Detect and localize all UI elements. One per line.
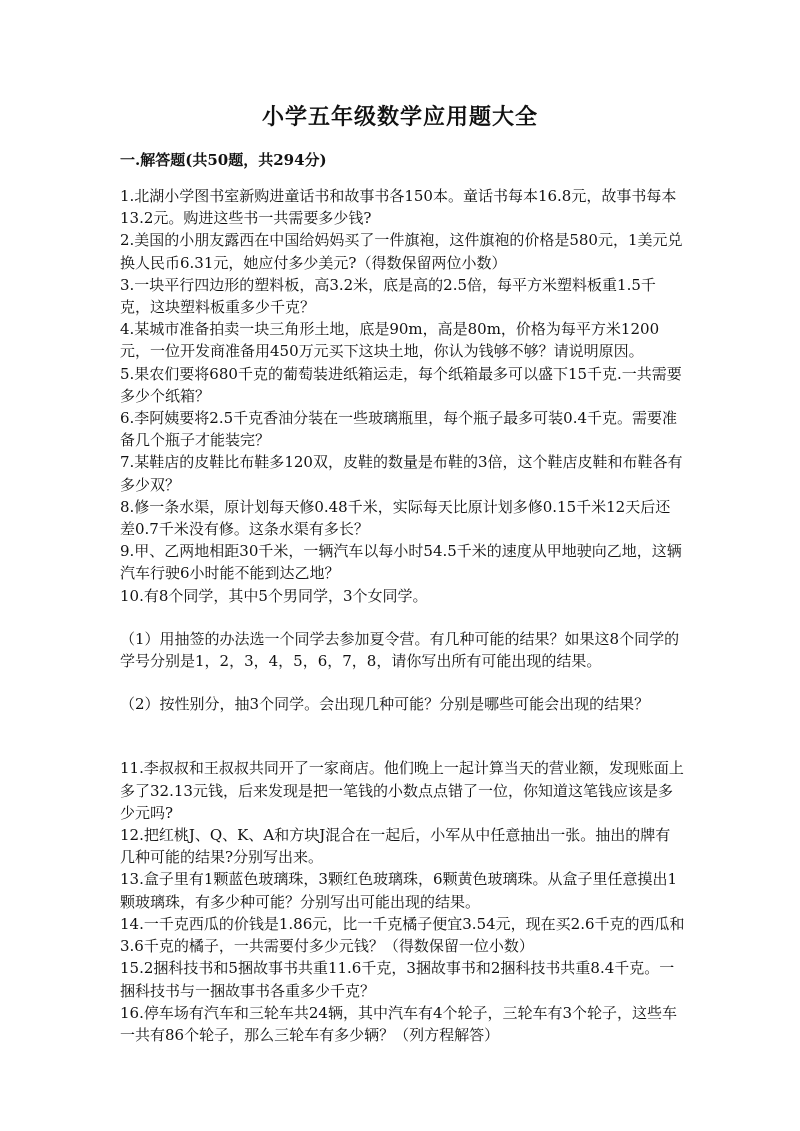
question-6: 6.李阿姨要将2.5千克香油分装在一些玻璃瓶里，每个瓶子最多可装0.4千克。需要准备几个瓶子才能装完？: [120, 409, 678, 450]
question-15: 15.2捆科技书和5捆故事书共重11.6千克，3捆故事书和2捆科技书共重8.4千克。一捆科技书与一捆故事书各重多少千克？: [120, 959, 675, 1000]
question-4: 4.某城市准备拍卖一块三角形土地，底是90m，高是80m，价格为每平方米1200元，一位开发商准备用450万元买下这块土地，你认为钱够不够？请说明原因。: [120, 320, 660, 361]
question-list: [120, 185, 685, 1046]
question-14: 14.一千克西瓜的价钱是1.86元，比一千克橘子便宜3.54元，现在买2.6千克的西瓜和3.6千克的橘子，一共需要付多少元钱？（得数保留一位小数）: [120, 914, 685, 956]
spacer: [120, 715, 685, 736]
sub-question-2: （2）按性别分，抽3个同学。会出现几种可能？分别是哪些可能会出现的结果？: [120, 695, 650, 714]
question-9: 9.甲、乙两地相距30千米，一辆汽车以每小时54.5千米的速度从甲地驶向乙地，这辆汽车行驶6小时能不能到达乙地？: [120, 542, 682, 583]
question-8: 8.修一条水渠，原计划每天修0.48千米，实际每天比原计划多修0.15千米12天后还差0.7千米没有修。这条水渠有多长？: [120, 497, 671, 539]
question-7: 7.某鞋店的皮鞋比布鞋多120双，皮鞋的数量是布鞋的3倍，这个鞋店皮鞋和布鞋各有多少双？: [120, 453, 683, 494]
spacer: [120, 672, 685, 693]
question-11: 11.李叔叔和王叔叔共同开了一家商店。他们晚上一起计算当天的营业额，发现账面上多了32.13元钱，后来发现是把一笔钱的小数点点错了一位，你知道这笔钱应该是多少元吗?: [120, 759, 684, 822]
question-3: 3.一块平行四边形的塑料板，高3.2米，底是高的2.5倍，每平方米塑料板重1.5千克，这块塑料板重多少千克？: [120, 275, 656, 317]
question-16: 16.停车场有汽车和三轮车共24辆，其中汽车有4个轮子，三轮车有3个轮子，这些车一共有86个轮子，那么三轮车有多少辆？（列方程解答）: [120, 1003, 678, 1044]
question-1: 1.北湖小学图书室新购进童话书和故事书各150本。童话书每本16.8元，故事书每本13.2元。购进这些书一共需要多少钱?: [120, 187, 677, 228]
question-10: 10.有8个同学，其中5个男同学，3个女同学。: [120, 586, 428, 605]
section-heading: 一.解答题(共50题，共294分): [120, 151, 327, 169]
page-title: 小学五年级数学应用题大全: [261, 104, 538, 130]
spacer: [120, 736, 685, 757]
spacer: [120, 607, 685, 628]
question-13: 13.盒子里有1颗蓝色玻璃珠，3颗红色玻璃珠，6颗黄色玻璃珠。从盒子里任意摸出1颗玻璃珠，有多少种可能？分别写出可能出现的结果。: [120, 870, 678, 911]
question-12: 12.把红桃J、Q、K、A和方块J混合在一起后，小军从中任意抽出一张。抽出的牌有几种可能的结果?分别写出来。: [120, 826, 671, 867]
question-5: 5.果农们要将680千克的葡萄装进纸箱运走，每个纸箱最多可以盛下15千克.一共需要多少个纸箱？: [120, 364, 682, 405]
sub-question-1: （1）用抽签的办法选一个同学去参加夏令营。有几种可能的结果？如果这8个同学的学号分别是1，2，3，4，5，6，7，8，请你写出所有可能出现的结果。: [120, 629, 680, 671]
question-2: 2.美国的小朋友露西在中国给妈妈买了一件旗袍，这件旗袍的价格是580元，1美元兑换人民币6.31元，她应付多少美元?（得数保留两位小数）: [120, 231, 683, 272]
